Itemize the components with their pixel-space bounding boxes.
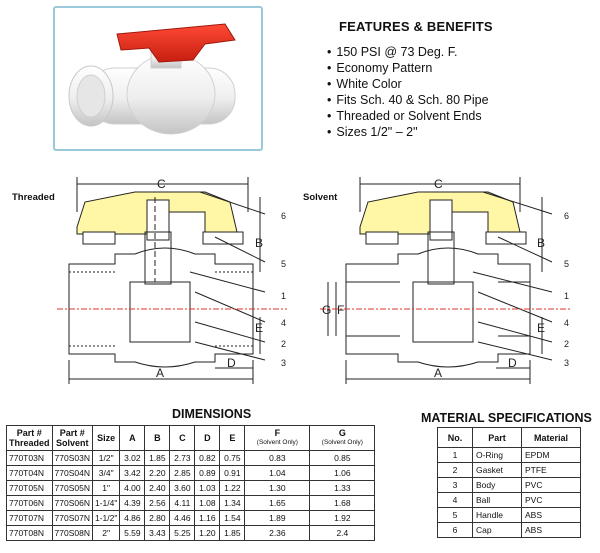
table-cell: 4.11 (170, 496, 195, 511)
table-cell: 1.16 (195, 511, 220, 526)
materials-table (437, 427, 581, 538)
threaded-label: Threaded (12, 192, 55, 203)
dim-b-label: B (255, 236, 264, 250)
features-title: FEATURES & BENEFITS (339, 19, 493, 34)
table-cell: 2.73 (170, 451, 195, 466)
table-cell: 3.42 (120, 466, 145, 481)
table-cell: ABS (522, 508, 581, 523)
col-c: C (170, 426, 195, 451)
table-cell: 5 (438, 508, 473, 523)
table-cell: 0.89 (195, 466, 220, 481)
table-cell: 1" (92, 481, 119, 496)
dimensions-table (6, 425, 375, 541)
table-cell: EPDM (522, 448, 581, 463)
feature-item: • Sizes 1/2" – 2" (327, 124, 489, 140)
table-cell: Handle (473, 508, 522, 523)
feature-item: • White Color (327, 76, 489, 92)
table-cell: 1/2" (92, 451, 119, 466)
table-cell: 2.20 (145, 466, 170, 481)
col-part-solvent: Part # Solvent (52, 426, 92, 451)
dim-a-label: A (156, 366, 165, 380)
table-cell: 770S03N (52, 451, 92, 466)
dimensions-title: DIMENSIONS (172, 407, 252, 421)
table-cell: 770T04N (7, 466, 53, 481)
table-cell: 0.75 (220, 451, 245, 466)
table-cell: Cap (473, 523, 522, 538)
table-cell: 1.33 (310, 481, 375, 496)
product-photo (53, 6, 263, 151)
table-cell: ABS (522, 523, 581, 538)
table-cell: 770S07N (52, 511, 92, 526)
table-cell: 1.85 (220, 526, 245, 541)
table-cell: PTFE (522, 463, 581, 478)
table-cell: 2.56 (145, 496, 170, 511)
table-row (438, 478, 581, 493)
table-cell: 1.03 (195, 481, 220, 496)
table-cell: 4.00 (120, 481, 145, 496)
dim-e-label: E (255, 321, 264, 335)
col-a: A (120, 426, 145, 451)
table-cell: 0.85 (310, 451, 375, 466)
table-cell: 4.39 (120, 496, 145, 511)
table-row (438, 463, 581, 478)
table-cell: 1.04 (245, 466, 310, 481)
col-size: Size (92, 426, 119, 451)
dim-a-label: A (434, 366, 443, 380)
dim-c-label: C (434, 177, 443, 191)
table-cell: 2 (438, 463, 473, 478)
table-cell: 3.43 (145, 526, 170, 541)
table-cell: 0.83 (245, 451, 310, 466)
table-row (7, 451, 375, 466)
table-row (438, 493, 581, 508)
table-cell: 1-1/4" (92, 496, 119, 511)
table-cell: 1-1/2" (92, 511, 119, 526)
table-cell: PVC (522, 478, 581, 493)
table-row (438, 448, 581, 463)
table-cell: 1.30 (245, 481, 310, 496)
table-cell: 5.25 (170, 526, 195, 541)
part-number: 2 (281, 339, 287, 349)
table-cell: 770S08N (52, 526, 92, 541)
part-number: 1 (281, 291, 287, 301)
table-row (7, 511, 375, 526)
dim-f-label: F (337, 303, 345, 317)
table-cell: O-Ring (473, 448, 522, 463)
table-cell: 770S04N (52, 466, 92, 481)
table-header-row (7, 426, 375, 451)
solvent-valve-drawing (320, 172, 580, 387)
col-material: Material (522, 428, 581, 448)
table-cell: 3/4" (92, 466, 119, 481)
table-cell: 770T05N (7, 481, 53, 496)
table-cell: 2.85 (170, 466, 195, 481)
table-cell: Body (473, 478, 522, 493)
table-cell: 1.06 (310, 466, 375, 481)
table-cell: 2.36 (245, 526, 310, 541)
part-number: 1 (564, 291, 570, 301)
table-cell: 2" (92, 526, 119, 541)
ball-valve-image (55, 8, 261, 149)
table-cell: 1.08 (195, 496, 220, 511)
table-cell: 4.86 (120, 511, 145, 526)
table-cell: 1.85 (145, 451, 170, 466)
table-cell: 6 (438, 523, 473, 538)
table-cell: 1.65 (245, 496, 310, 511)
part-number: 5 (564, 259, 570, 269)
table-row (7, 481, 375, 496)
col-g: G (Solvent Only) (310, 426, 375, 451)
table-cell: Ball (473, 493, 522, 508)
table-cell: 4 (438, 493, 473, 508)
col-no: No. (438, 428, 473, 448)
part-number: 6 (564, 211, 570, 221)
col-f: F (Solvent Only) (245, 426, 310, 451)
dim-d-label: D (227, 356, 236, 370)
part-number: 4 (281, 318, 287, 328)
table-cell: 1.92 (310, 511, 375, 526)
dim-d-label: D (508, 356, 517, 370)
table-cell: 1.20 (195, 526, 220, 541)
part-number: 3 (281, 358, 287, 368)
table-cell: 770S06N (52, 496, 92, 511)
table-row (438, 523, 581, 538)
table-cell: 2.4 (310, 526, 375, 541)
table-cell: 3.60 (170, 481, 195, 496)
table-cell: 1.89 (245, 511, 310, 526)
threaded-valve-drawing (55, 172, 300, 387)
col-part: Part (473, 428, 522, 448)
table-cell: 1.68 (310, 496, 375, 511)
materials-title: MATERIAL SPECIFICATIONS (421, 411, 592, 425)
table-cell: Gasket (473, 463, 522, 478)
table-cell: 1.54 (220, 511, 245, 526)
dim-e-label: E (537, 321, 546, 335)
table-cell: 1.34 (220, 496, 245, 511)
table-cell: 0.91 (220, 466, 245, 481)
col-b: B (145, 426, 170, 451)
table-cell: 0.82 (195, 451, 220, 466)
feature-item: • Threaded or Solvent Ends (327, 108, 489, 124)
table-cell: 770T03N (7, 451, 53, 466)
dim-c-label: C (157, 177, 166, 191)
feature-item: • Fits Sch. 40 & Sch. 80 Pipe (327, 92, 489, 108)
table-cell: 1 (438, 448, 473, 463)
table-cell: 770T07N (7, 511, 53, 526)
feature-item: • Economy Pattern (327, 60, 489, 76)
part-number: 3 (564, 358, 570, 368)
table-cell: 5.59 (120, 526, 145, 541)
table-cell: 2.40 (145, 481, 170, 496)
feature-item: • 150 PSI @ 73 Deg. F. (327, 44, 489, 60)
table-cell: 770T06N (7, 496, 53, 511)
part-number: 2 (564, 339, 570, 349)
part-number: 6 (281, 211, 287, 221)
table-cell: 2.80 (145, 511, 170, 526)
table-cell: PVC (522, 493, 581, 508)
table-cell: 770T08N (7, 526, 53, 541)
table-row (438, 508, 581, 523)
table-cell: 3 (438, 478, 473, 493)
col-d: D (195, 426, 220, 451)
col-part-threaded: Part # Threaded (7, 426, 53, 451)
table-row (7, 496, 375, 511)
table-row (7, 466, 375, 481)
table-row (7, 526, 375, 541)
table-cell: 4.46 (170, 511, 195, 526)
table-cell: 770S05N (52, 481, 92, 496)
table-cell: 3.02 (120, 451, 145, 466)
dim-b-label: B (537, 236, 546, 250)
col-e: E (220, 426, 245, 451)
dim-g-label: G (322, 303, 332, 317)
features-list (327, 44, 489, 140)
solvent-label: Solvent (303, 192, 338, 203)
table-header-row (438, 428, 581, 448)
part-number: 5 (281, 259, 287, 269)
part-number: 4 (564, 318, 570, 328)
table-cell: 1.22 (220, 481, 245, 496)
